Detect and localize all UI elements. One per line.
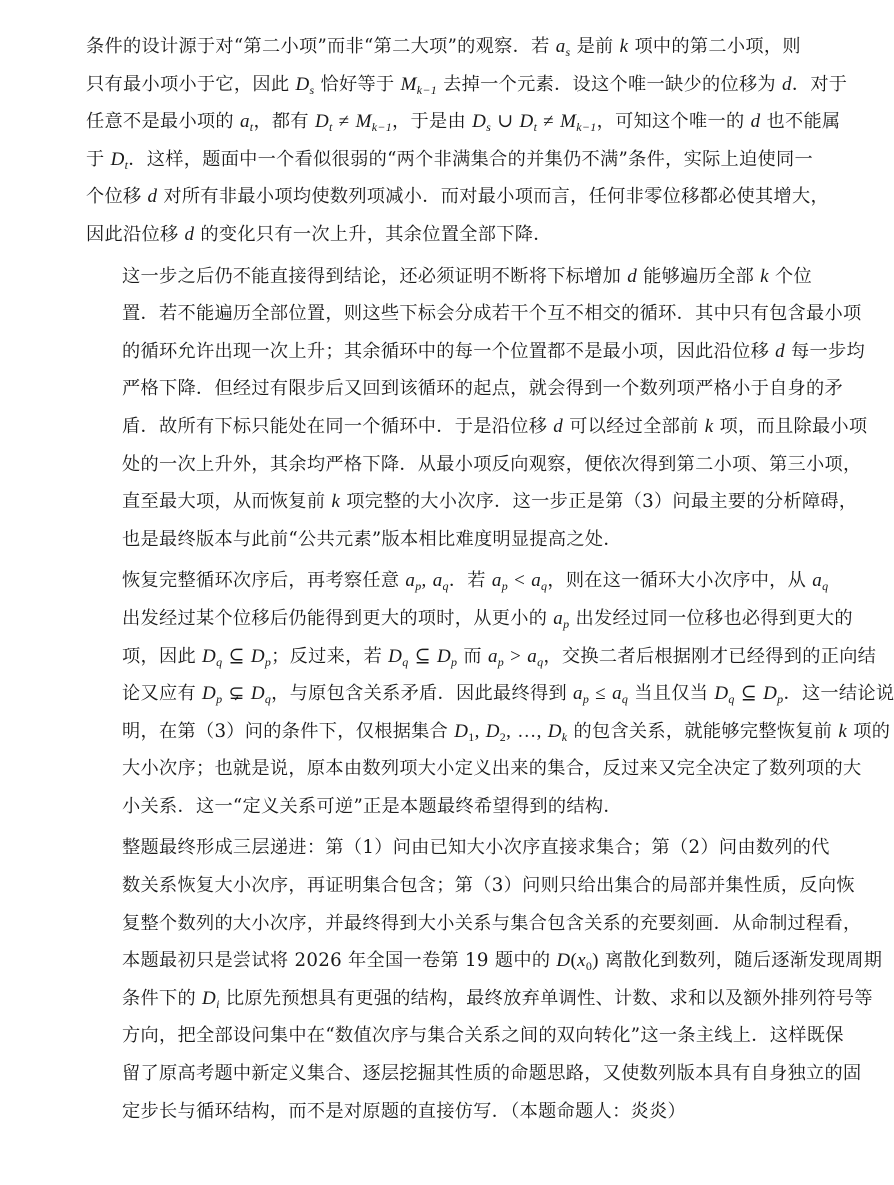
text-line: 置．若不能遍历全部位置，则这些下标会分成若干个互不相交的循环．其中只有包含最小项	[122, 303, 862, 325]
text-line: 本题最初只是尝试将 2026 年全国一卷第 19 题中的 $D(x_0)$ 离散化到数列，随后逐渐发现周期	[122, 950, 883, 974]
text-line: 数关系恢复大小次序，再证明集合包含；第（3）问则只给出集合的局部并集性质，反向恢	[122, 875, 855, 897]
text-line: 定步长与循环结构，而不是对原题的直接仿写．（本题命题人：炎炎）	[122, 1100, 687, 1122]
text-line: 只有最小项小于它，因此 $D_s$ 恰好等于 $M_{k-1}$ 去掉一个元素．设这个唯一缺少的位移为 d．对于	[86, 73, 848, 97]
paragraph-3	[86, 562, 894, 825]
text-line: 也是最终版本与此前“公共元素”版本相比难度明显提高之处．	[122, 528, 622, 550]
text-line: 处的一次上升外，其余均严格下降．从最小项反向观察，便依次得到第二小项、第三小项，	[122, 453, 862, 475]
text-line: 明，在第（3）问的条件下，仅根据集合 $D_1$, $D_2$, …, $D_k$ 的包含关系，就能够完整恢复前 k 项的	[122, 720, 891, 744]
text-line: 任意不是最小项的 $a_t$，都有 $D_t \ne M_{k-1}$，于是由 $D_s$ ∪ $D_t \ne M_{k-1}$，可知这个唯一的 d 也不能属	[86, 111, 841, 135]
text-line: 整题最终形成三层递进：第（1）问由已知大小次序直接求集合；第（2）问由数列的代	[122, 837, 830, 859]
text-line: 论又应有 $D_p$ ⊊ $D_q$，与原包含关系矛盾．因此最终得到 $a_p \le a_q$ 当且仅当 $D_q$ ⊆ $D_p$．这一结论说	[122, 683, 894, 707]
text-line: 小关系．这一“定义关系可逆”正是本题最终希望得到的结构．	[122, 795, 622, 817]
text-line: 恢复完整循环次序后，再考察任意 $a_p$, $a_q$．若 $a_p < a_q$，则在这一循环大小次序中，从 $a_q$	[122, 570, 829, 594]
text-line: 严格下降．但经过有限步后又回到该循环的起点，就会得到一个数列项严格小于自身的矛	[122, 378, 844, 400]
text-line: 直至最大项，从而恢复前 k 项完整的大小次序．这一步正是第（3）问最主要的分析障碍，	[122, 491, 858, 513]
text-line: 出发经过某个位移后仍能得到更大的项时，从更小的 $a_p$ 出发经过同一位移也必得到更大的	[122, 607, 853, 631]
text-line: 这一步之后仍不能直接得到结论，还必须证明不断将下标增加 d 能够遍历全部 k 个位	[122, 265, 812, 287]
text-line: 方向，把全部设问集中在“数值次序与集合关系之间的双向转化”这一条主线上．这样既保	[122, 1025, 844, 1047]
text-line: 因此沿位移 d 的变化只有一次上升，其余位置全部下降．	[86, 223, 552, 245]
text-line: 条件的设计源于对“第二小项”而非“第二大项”的观察．若 $a_s$ 是前 k 项中的第二小项，则	[86, 36, 801, 59]
text-line: 的循环允许出现一次上升；其余循环中的每一个位置都不是最小项，因此沿位移 d 每一步均	[122, 340, 866, 362]
paragraph-4	[86, 829, 883, 1130]
text-line: 大小次序；也就是说，原本由数列项大小定义出来的集合，反过来又完全决定了数列项的大	[122, 758, 862, 780]
text-line: 留了原高考题中新定义集合、逐层挖掘其性质的命题思路，又使数列版本具有自身独立的固	[122, 1063, 862, 1085]
paragraph-1	[86, 28, 848, 254]
text-line: 于 $D_t$．这样，题面中一个看似很弱的“两个非满集合的并集仍不满”条件，实际上迫使同一	[86, 148, 813, 172]
text-line: 复整个数列的大小次序，并最终得到大小关系与集合包含关系的充要刻画．从命制过程看，	[122, 912, 862, 934]
text-line: 项，因此 $D_q$ ⊆ $D_p$；反过来，若 $D_q$ ⊆ $D_p$ 而 $a_p > a_q$，交换二者后根据刚才已经得到的正向结	[122, 645, 877, 669]
paragraph-2	[86, 258, 868, 559]
text-line: 条件下的 $D_i$ 比原先预想具有更强的结构，最终放弃单调性、计数、求和以及额外排列符号等	[122, 987, 873, 1011]
text-line: 盾．故所有下标只能处在同一个循环中．于是沿位移 d 可以经过全部前 k 项，而且除最小项	[122, 415, 868, 437]
text-line: 个位移 d 对所有非最小项均使数列项减小．而对最小项而言，任何非零位移都必使其增大，	[86, 186, 829, 208]
